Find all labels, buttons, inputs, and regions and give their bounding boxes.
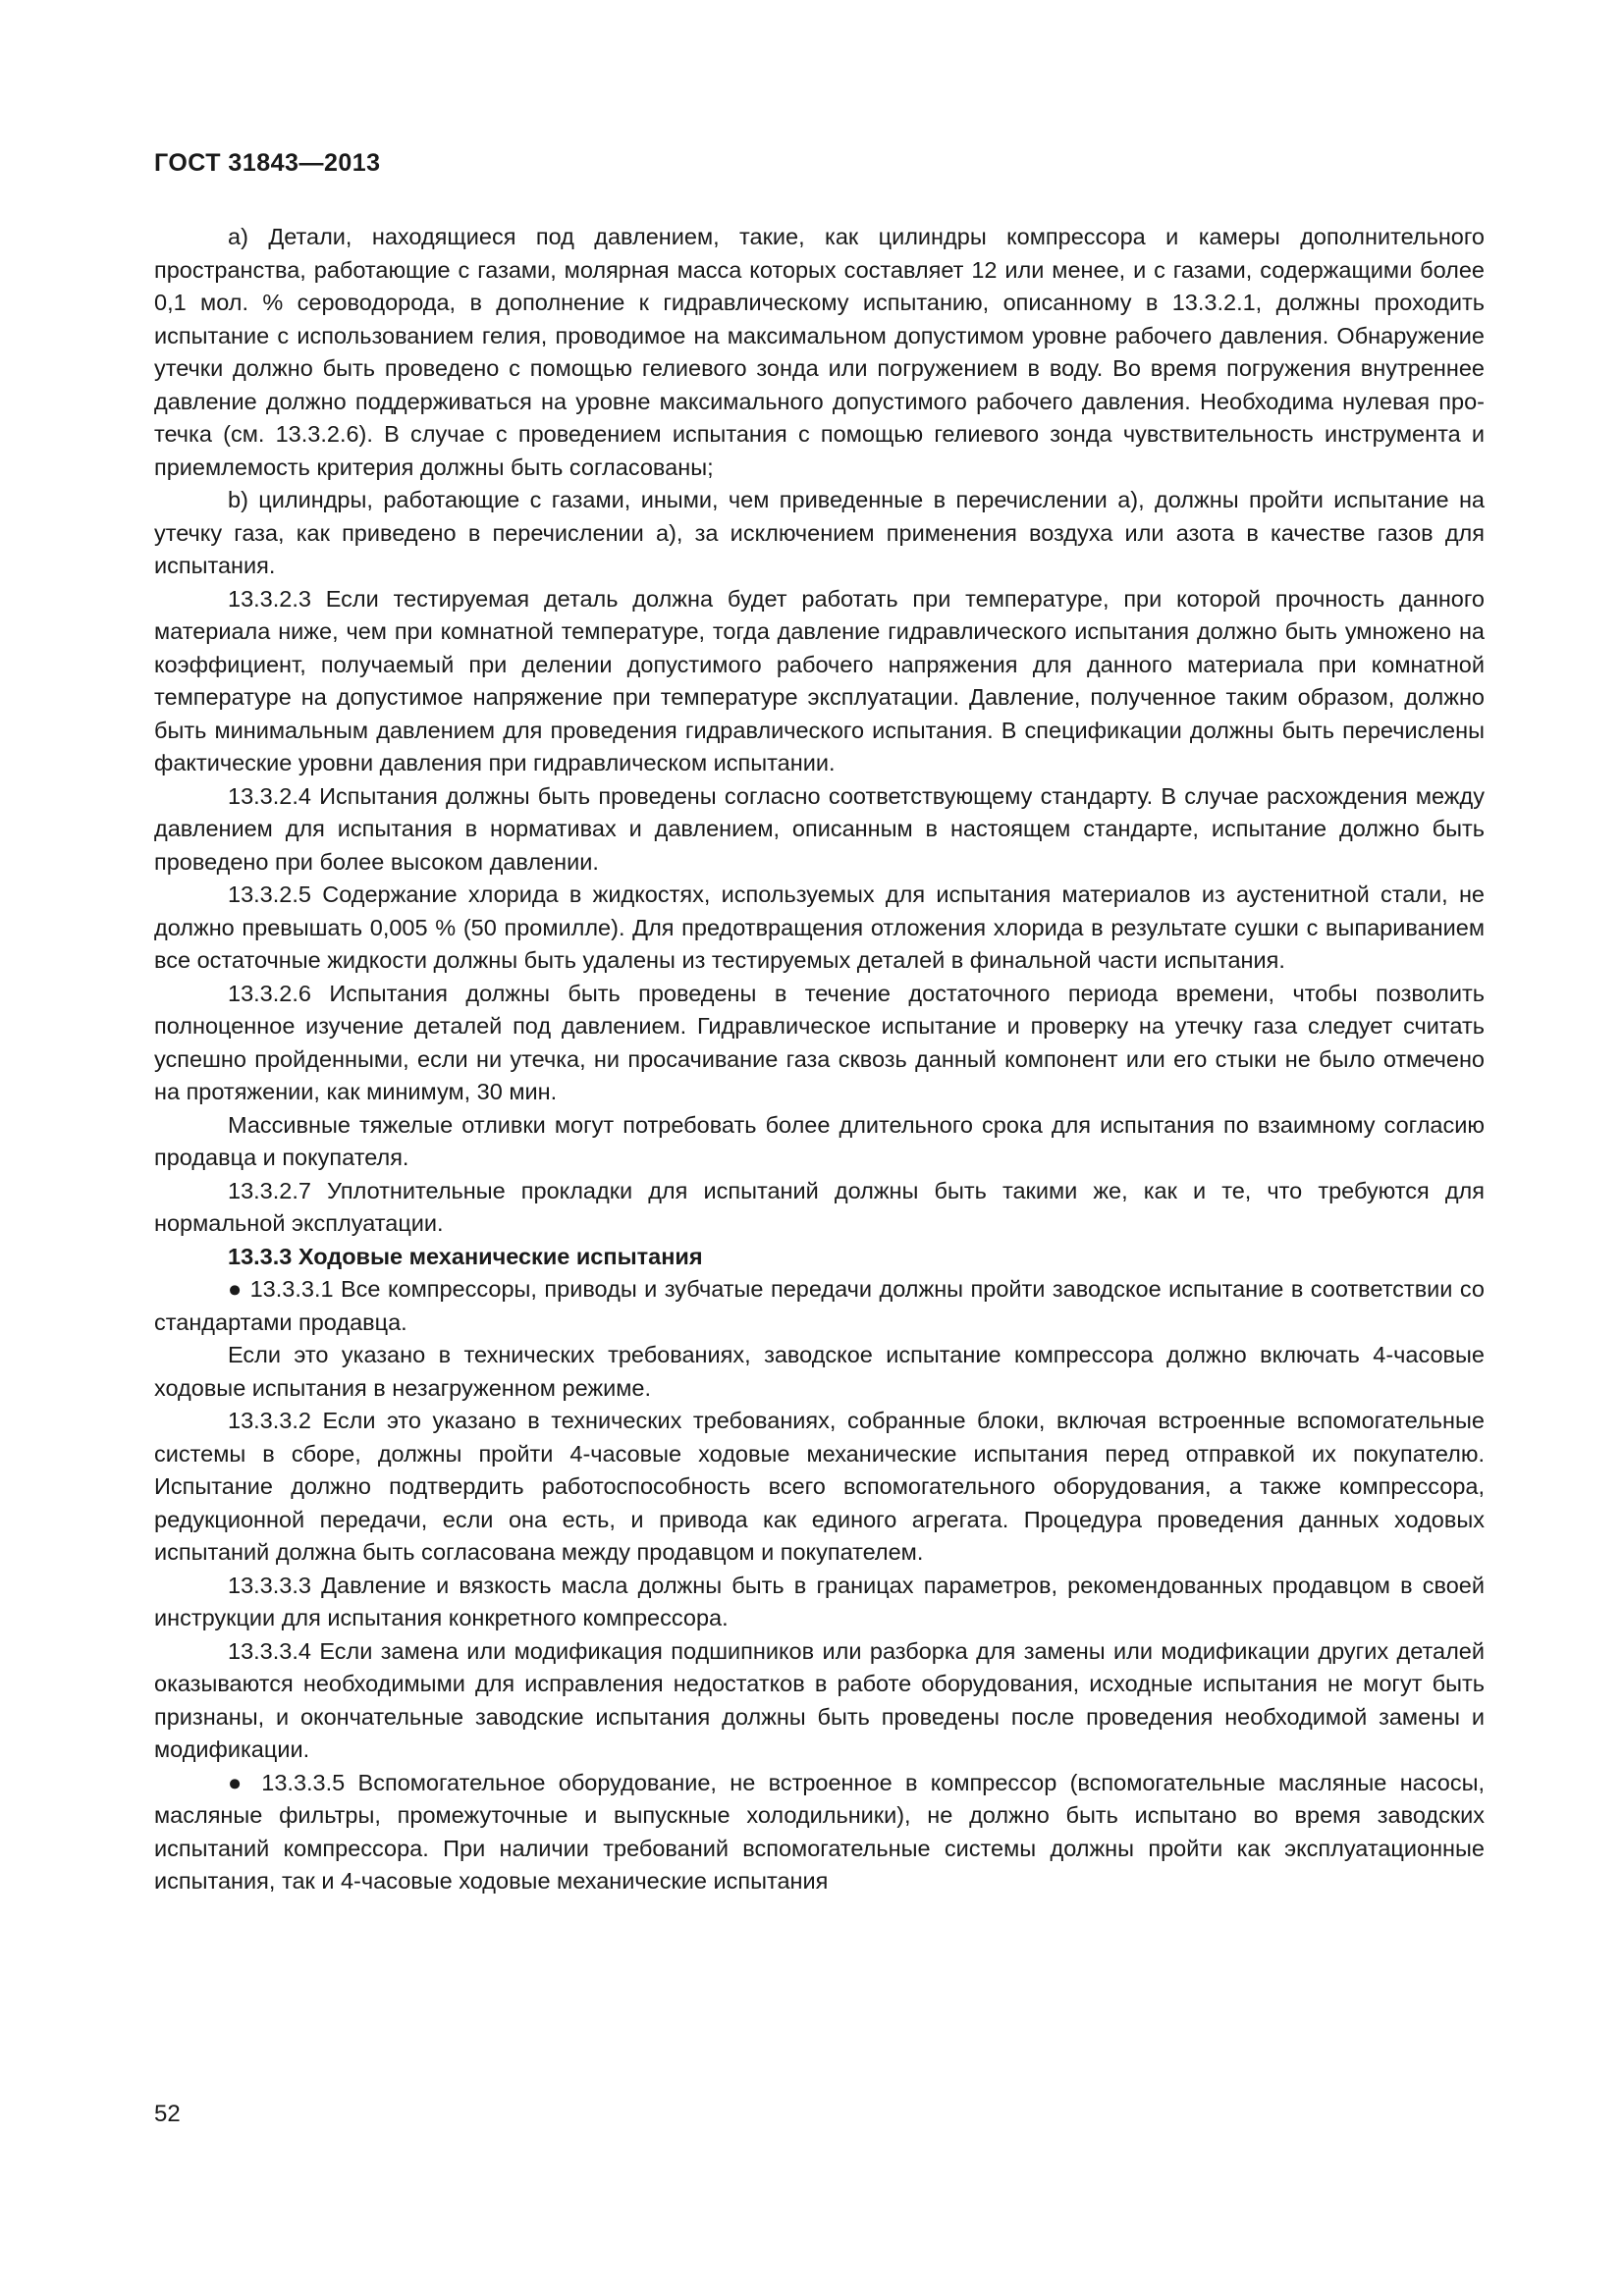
paragraph-compressor-test-note: Если это указано в технических требованиях, заводское испытание компрессора должно включать 4-часовые ходовые испытания в незагруженном режиме.: [154, 1342, 1485, 1401]
paragraph-13-3-2-7: 13.3.2.7 Уплотнительные прокладки для испытаний должны быть такими же, как и те, что требуются для нормальной эксплуатации.: [154, 1177, 1485, 1236]
paragraph-13-3-3-3: 13.3.3.3 Давление и вязкость масла должны быть в границах параметров, рекомендованных продавцом в своей инструкции для испытания конкретного компрессора.: [154, 1572, 1485, 1630]
paragraph-13-3-2-5: 13.3.2.5 Содержание хлорида в жидкостях, используемых для испытания материалов из аустенитной стали, не должно превышать 0,005 % (50 промилле). Для предотвращения отложения хлорида в результате сушки с выпариванием все остаточные жидкости должны быть удалены из тестируемых деталей в финальной части испытания.: [154, 881, 1485, 973]
paragraph-13-3-2-3: 13.3.2.3 Если тестируемая деталь должна будет работать при температуре, при которой прочность данного материала ниже, чем при комнатной температуре, тогда давление гидравлического испытания должно быть умножено на коэффициент, получаемый при делении допустимого рабочего напряжения для данного материала при комнатной температуре на допустимое напряжение при температуре эксплуатации. Давление, полученное таким образом, должно быть минимальным давлением для проведения гидравлического испытания. В спецификации должны быть перечислены фактические уровни давления при гидравлическом испытании.: [154, 585, 1485, 775]
paragraph-13-3-3-2: 13.3.3.2 Если это указано в технических требованиях, собранные блоки, включая встроенные вспомогательные системы в сборе, должны пройти 4-часовые ходовые механические испытания перед отправкой их покупателю. Испытание должно подтвердить работоспособность всего вспомогательного оборудования, а также компрессора, редукционной передачи, если она есть, и привода как единого агрегата. Процедура проведения данных ходовых испытаний должна быть согласована между продавцом и покупателем.: [154, 1408, 1485, 1565]
section-heading-13-3-3: 13.3.3 Ходовые механические испытания: [228, 1243, 703, 1269]
page-number: 52: [154, 2101, 181, 2127]
paragraph-castings-note: Массивные тяжелые отливки могут потребовать более длительного срока для испытания по взаимному согласию продавца и покупателя.: [154, 1111, 1485, 1170]
paragraph-item-a: а) Детали, находящиеся под давлением, такие, как цилиндры компрессора и камеры дополнительного пространства, работающие с газами, молярная масса которых составляет 12 или менее, и с газами, содержащими более 0,1 мол. % сероводорода, в дополнение к гидравлическому испытанию, описанному в 13.3.2.1, должны проходить испытание с использованием гелия, проводимое на максимальном допустимом уровне рабочего давления. Обнаружение утечки должно быть проведено с помощью гелиевого зонда или погружением в воду. Во время погружения внутреннее давление должно поддерживаться на уровне максимального допустимого рабочего давления. Необходима нулевая протечка (см. 13.3.2.6). В случае с проведением испытания с помощью гелиевого зонда чувствительность инструмента и приемлемость критерия должны быть согласованы;: [154, 224, 1485, 480]
paragraph-13-3-2-6: 13.3.2.6 Испытания должны быть проведены в течение достаточного периода времени, чтобы позволить полноценное изучение деталей под давлением. Гидравлическое испытание и проверку на утечку газа следует считать успешно пройденными, если ни утечка, ни просачивание газа сквозь данный компонент или его стыки не было отмечено на протяжении, как минимум, 30 мин.: [154, 980, 1485, 1104]
paragraph-13-3-3-5: ● 13.3.3.5 Вспомогательное оборудование, не встроенное в компрессор (вспомогательные масляные насосы, масляные фильтры, промежуточные и выпускные холодильники), не должно быть испытано во время заводских испытаний компрессора. При наличии требований вспомогательные системы должны пройти как эксплуатационные испытания, так и 4-часовые ходовые механические испытания: [154, 1769, 1485, 1894]
paragraph-13-3-3-1: ● 13.3.3.1 Все компрессоры, приводы и зубчатые передачи должны пройти заводское испытание в соответствии со стандартами продавца.: [154, 1276, 1485, 1335]
paragraph-13-3-2-4: 13.3.2.4 Испытания должны быть проведены согласно соответствующему стандарту. В случае расхождения между давлением для испытания в нормативах и давлением, описанным в настоящем стандарте, испытание должно быть проведено при более высоком давлении.: [154, 782, 1485, 875]
document-body: [154, 221, 1485, 1898]
paragraph-item-b: b) цилиндры, работающие с газами, иными, чем приведенные в перечислении а), должны пройти испытание на утечку газа, как приведено в перечислении а), за исключением применения воздуха или азота в качестве газов для испытания.: [154, 487, 1485, 578]
document-header: ГОСТ 31843—2013: [154, 149, 381, 177]
paragraph-13-3-3-4: 13.3.3.4 Если замена или модификация подшипников или разборка для замены или модификации других деталей оказываются необходимыми для исправления недостатков в работе оборудования, исходные испытания не могут быть признаны, и окончательные заводские испытания должны быть проведены после проведения необходимой замены и модификации.: [154, 1637, 1485, 1762]
